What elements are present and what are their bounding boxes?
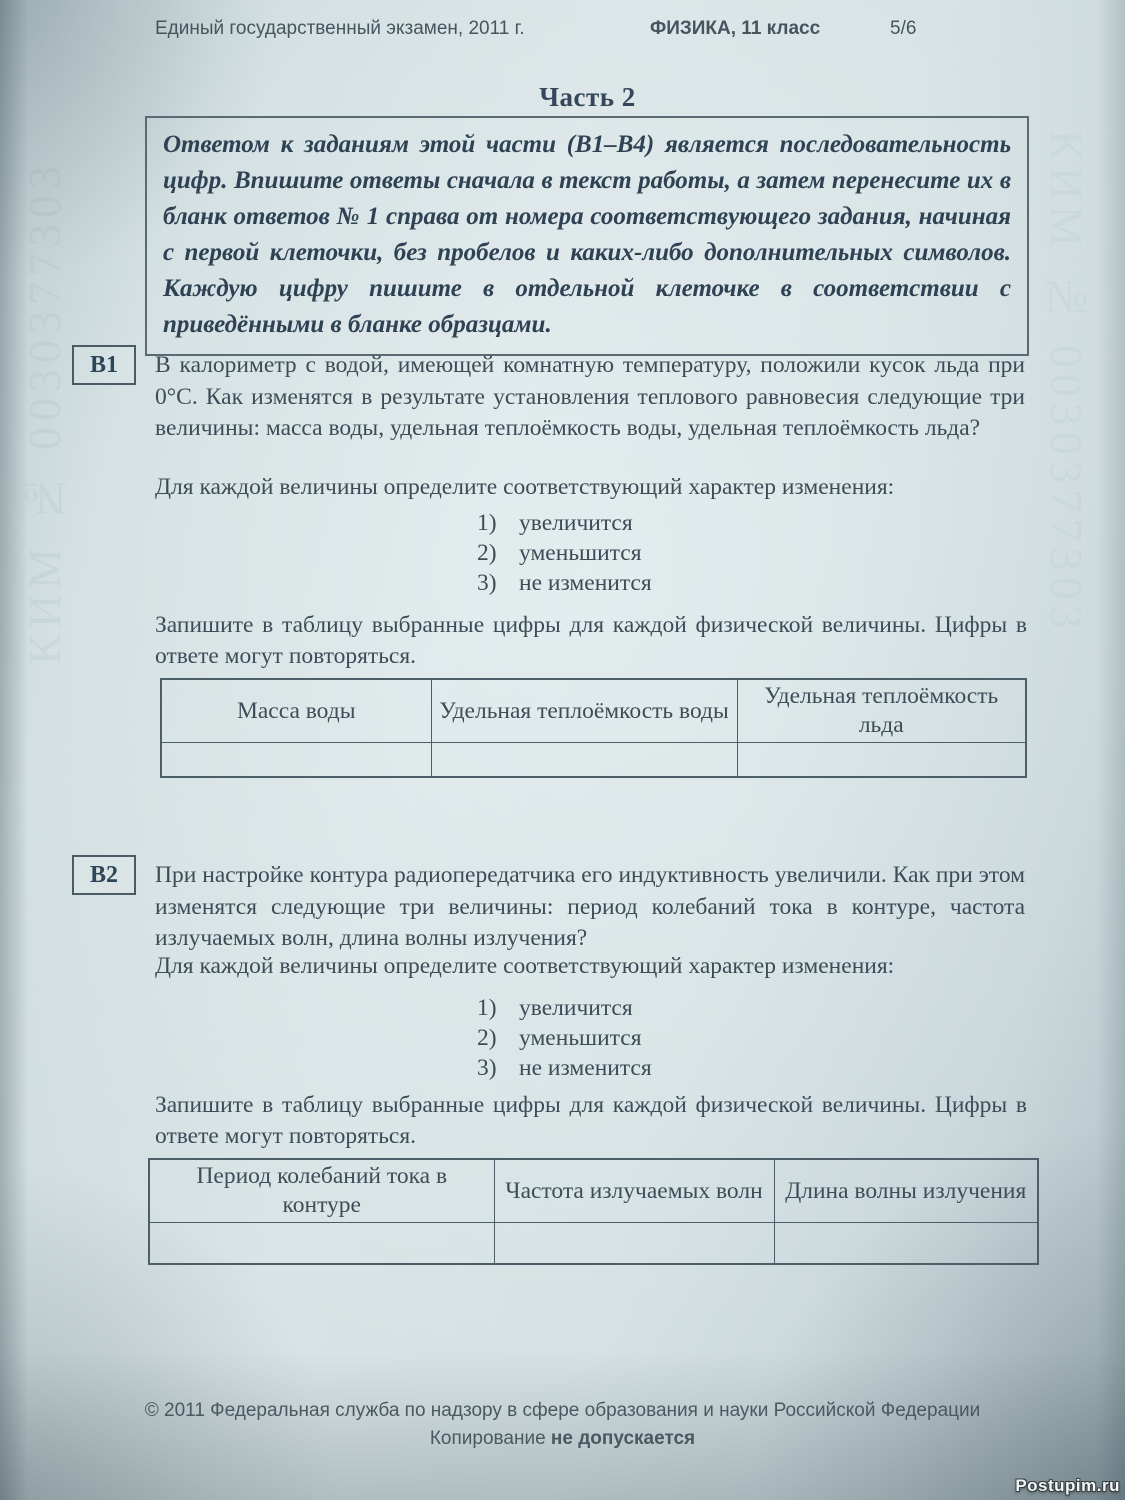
option-number: 1) — [477, 995, 497, 1021]
answer-row — [149, 1223, 1038, 1265]
exam-title: Единый государственный экзамен, 2011 г. — [155, 18, 525, 39]
option-number: 1) — [477, 510, 497, 536]
task-b1-text: В калориметр с водой, имеющей комнатную температуру, положили кусок льда при 0°С. Как изменятся в результате установления теплового равновесия следующие три величины: масса воды, удельная теплоёмкость воды, удельная теплоёмкость льда? — [155, 352, 1025, 441]
page-number: 5/6 — [890, 18, 917, 39]
option-number: 3) — [477, 1055, 497, 1081]
answer-cell — [161, 743, 431, 778]
option-label: уменьшится — [519, 1025, 642, 1051]
option-number: 2) — [477, 540, 497, 566]
table-header-cell: Удельная теплоёмкость воды — [431, 679, 737, 743]
option-label: не изменится — [519, 1055, 652, 1081]
copy-notice-bold: не допускается — [550, 1428, 696, 1449]
table-header-cell: Удельная теплоёмкость льда — [737, 679, 1026, 743]
answer-cell — [774, 1223, 1038, 1265]
subject-label: ФИЗИКА, 11 класс — [650, 18, 821, 39]
task-b2-answer-table — [148, 1158, 1039, 1265]
task-b1-badge: В1 — [72, 345, 136, 385]
part-title: Часть 2 — [539, 82, 636, 112]
copy-notice-prefix: Копирование — [429, 1428, 551, 1449]
option-label: увеличится — [519, 995, 633, 1021]
task-b2-note: Запишите в таблицу выбранные цифры для каждой физической величины. Цифры в ответе могут повторяться. — [155, 1092, 1027, 1149]
instructions-box: Ответом к заданиям этой части (В1–В4) является последовательность цифр. Впишите ответы сначала в текст работы, а затем перенесите их в бланк ответов № 1 справа от номера соответствующего задания, начиная с первой клеточки, без пробелов и каких-либо дополнительных символов. Каждую цифру пишите в отдельной клеточке в соответствии с приведёнными в бланке образцами. — [145, 116, 1029, 356]
task-b2-badge: В2 — [72, 855, 136, 895]
table-header-cell: Период колебаний тока в контуре — [149, 1159, 494, 1223]
task-b1-options — [477, 508, 652, 598]
answer-cell — [737, 743, 1026, 778]
table-header-cell: Масса воды — [161, 679, 431, 743]
site-watermark: Postupim.ru — [1015, 1476, 1120, 1495]
option-number: 3) — [477, 570, 497, 596]
footer-copyright: © 2011 Федеральная служба по надзору в сфере образования и науки Российской Федерации — [144, 1400, 981, 1421]
option-label: увеличится — [519, 510, 633, 536]
answer-row — [161, 743, 1026, 778]
option-decrease — [477, 538, 652, 568]
option-number: 2) — [477, 1025, 497, 1051]
footer-copy-notice — [0, 1428, 1125, 1450]
table-header-cell: Частота излучаемых волн — [494, 1159, 774, 1223]
table-header-row — [161, 679, 1026, 743]
option-unchanged — [477, 1053, 652, 1083]
answer-cell — [149, 1223, 494, 1265]
answer-cell — [494, 1223, 774, 1265]
option-decrease — [477, 1023, 652, 1053]
page-header — [0, 18, 1125, 48]
answer-cell — [431, 743, 737, 778]
option-increase — [477, 993, 652, 1023]
option-label: не изменится — [519, 570, 652, 596]
task-b1-prompt: Для каждой величины определите соответствующий характер изменения: — [155, 474, 895, 500]
table-header-cell: Длина волны излучения — [774, 1159, 1038, 1223]
option-unchanged — [477, 568, 652, 598]
option-label: уменьшится — [519, 540, 642, 566]
task-b2-options — [477, 993, 652, 1083]
task-b1-note: Запишите в таблицу выбранные цифры для каждой физической величины. Цифры в ответе могут повторяться. — [155, 612, 1027, 669]
task-b2-prompt: Для каждой величины определите соответствующий характер изменения: — [155, 953, 895, 979]
kim-number-watermark-right: КИМ № 0030377303 — [1041, 130, 1092, 635]
kim-number-watermark-left: КИМ № 0030377303 — [19, 160, 70, 665]
task-b1-answer-table — [160, 678, 1027, 778]
task-b2-text: При настройке контура радиопередатчика его индуктивность увеличили. Как при этом изменятся следующие три величины: период колебаний тока в контуре, частота излучаемых волн, длина волны излучения? — [155, 862, 1025, 951]
table-header-row — [149, 1159, 1038, 1223]
option-increase — [477, 508, 652, 538]
